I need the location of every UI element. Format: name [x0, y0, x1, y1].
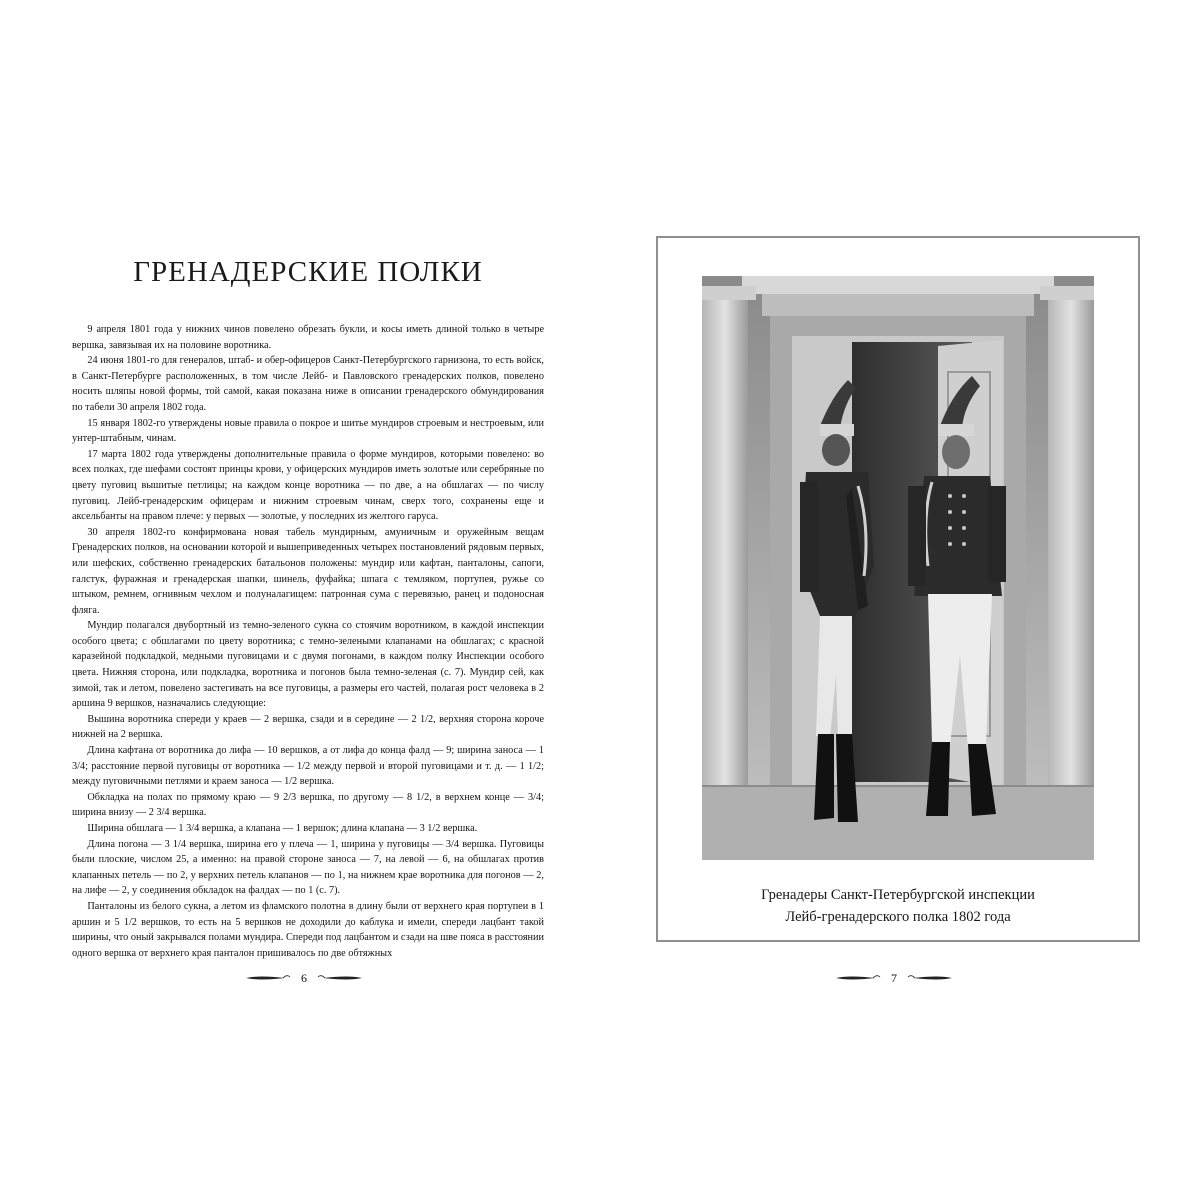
- grenadiers-engraving-image: [702, 276, 1094, 860]
- ornament-right-icon: [907, 973, 953, 983]
- ornament-left-icon: [245, 973, 291, 983]
- paragraph: 30 апреля 1802-го конфирмована новая табель мундирным, амуничным и оружейным вещам Гренадерских полков, на основании которой и вышеприведенных четырех постановлений рядовым первых, или шефских, собственно гренадерских батальонов положены: мундир или кафтан, панталоны, сапоги, галстук, фуражная и гренадерская шапки, шинель, фуфайка; шпага с темляком, портупея, ружье со штыком, ремнем, огнивным чехлом и полуналагищем: патронная сума с перевязью, ранец и подоносная фляга.: [72, 526, 544, 616]
- body-text: [72, 322, 544, 961]
- paragraph: 24 июня 1801-го для генералов, штаб- и обер-офицеров Санкт-Петербургского гарнизона, то есть войск, в Санкт-Петербурге расположенных, в том числе Лейб- и Павловского гренадерских полков, повелено носить шляпы новой формы, той самой, какая показана ниже в описании гренадерского обмундирования по табели 30 апреля 1802 года.: [72, 355, 544, 413]
- grenadiers-illustration: [702, 276, 1094, 860]
- page-number-right: [834, 970, 954, 986]
- chapter-title: ГРЕНАДЕРСКИЕ ПОЛКИ: [133, 256, 483, 288]
- paragraph: Мундир полагался двубортный из темно-зеленого сукна со стоячим воротником, в каждой инспекции особого цвета; с обшлагами по цвету воротника; с темно-зелеными клапанами на обшлагах; с красной каразейной подкладкой, медными пуговицами и с двумя погонами, в каждом полку Инспекции особого цвета. Нижняя сторона, или подкладка, воротника и погонов была темно-зеленая (с. 7). Мундир сей, как зимой, так и летом, повелено застегивать на все пуговицы, а размеры его частей, полагая рост человека в 2 аршина 9 вершков, назначались следующие:: [72, 620, 544, 710]
- caption-line-2: Лейб-гренадерского полка 1802 года: [785, 909, 1011, 925]
- paragraph: 17 марта 1802 года утверждены дополнительные правила о форме мундиров, которыми повелено: во всех полках, где шефами состоят принцы крови, у офицерских мундиров иметь золотые или серебряные по цвету пуговиц вышитые петлицы; на каждом конце воротника — по две, а на обшлагах — по числу пуговиц. Лейб-гренадерским офицерам и нижним строевым чинам, сверх того, сохранены еще и аксельбанты на правом плече: у первых — золотые, у последних из желтого гаруса.: [72, 448, 544, 523]
- page-number-left: [244, 970, 364, 986]
- plate-caption: [678, 884, 1118, 928]
- ornament-left-icon: [835, 973, 881, 983]
- paragraph: Длина погона — 3 1/4 вершка, ширина его у плеча — 1, ширина у пуговицы — 3/4 вершка. Пуговицы были плоские, числом 25, а именно: на правой стороне заноса — 7, на левой — 6, на обшлагах против клапанных петель — по 2, у верхних петель клапанов — по 1, на нижнем крае воротника для погонов — 2, на лифе — 2, у соединения обкладок на фалдах — по 1 (с. 7).: [72, 838, 544, 897]
- paragraph: 15 января 1802-го утверждены новые правила о покрое и шитье мундиров строевым и нестроевым, или унтер-штабным, чинам.: [72, 417, 544, 445]
- paragraph: Длина кафтана от воротника до лифа — 10 вершков, а от лифа до конца фалд — 9; ширина заноса — 1 3/4; расстояние первой пуговицы от воротника — 1/2 между первой и второй пуговицами и т. д. — 1 1/2; между пуговичными петлями и краем заноса — 1/2 вершка.: [72, 745, 544, 788]
- ornament-right-icon: [317, 973, 363, 983]
- page-number: 6: [301, 970, 307, 985]
- paragraph: Обкладка на полах по прямому краю — 9 2/3 вершка, по другому — 8 1/2, в верхнем конце — 3/4; ширина внизу — 2 3/4 вершка.: [72, 791, 544, 819]
- paragraph: 9 апреля 1801 года у нижних чинов повелено обрезать букли, и косы иметь длиной только в четыре вершка, завязывая их на половине воротника.: [72, 324, 544, 351]
- page-number: 7: [891, 970, 897, 985]
- paragraph: Вышина воротника спереди у краев — 2 вершка, сзади и в середине — 2 1/2, верхняя сторона короче нижней на 2 вершка.: [72, 713, 544, 741]
- caption-line-1: Гренадеры Санкт-Петербургской инспекции: [761, 887, 1035, 903]
- paragraph: Ширина обшлага — 1 3/4 вершка, а клапана — 1 вершок; длина клапана — 3 1/2 вершка.: [87, 823, 478, 834]
- paragraph: Панталоны из белого сукна, а летом из фламского полотна в длину были от верхнего края портупеи в 1 аршин и 5 1/2 вершков, то есть на 5 вершков не доходили до каблука и имели, спереди лацбант такой ширины, что оный закрывался полами мундира. Спереди под лацбантом и сзади на шве пояса в расстоянии одного вершка от верхнего края панталон пришивалось по две обтяжных: [72, 900, 544, 959]
- plate-frame: [656, 236, 1140, 942]
- right-page: [600, 0, 1200, 1200]
